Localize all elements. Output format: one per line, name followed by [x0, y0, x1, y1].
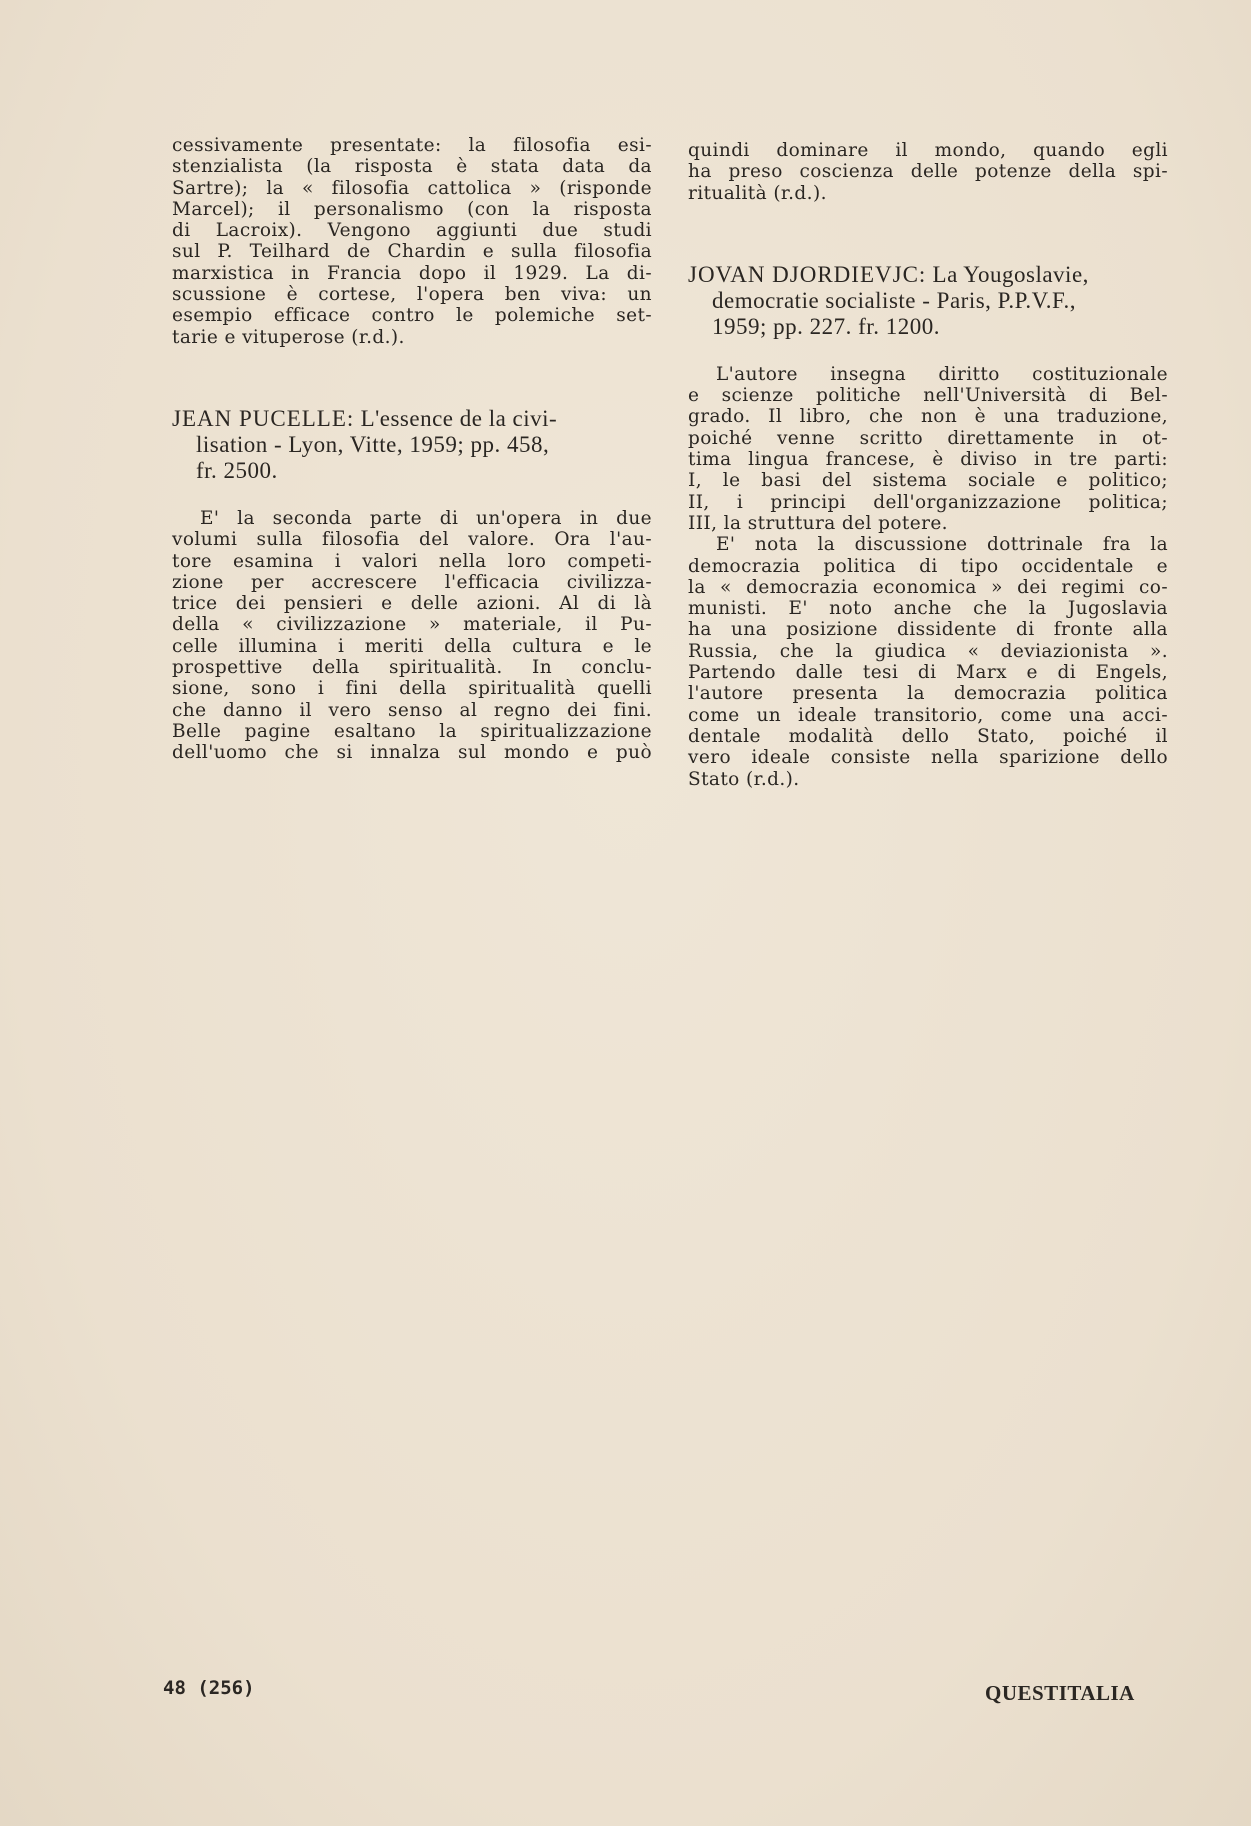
review-price: 1959; pp. 227. fr. 1200. — [712, 313, 940, 339]
review-body-djordievjc — [688, 364, 1168, 790]
right-intro-paragraph — [688, 140, 1168, 204]
text-line: Sartre); la « filosofia cattolica » (risponde — [172, 177, 652, 199]
review-heading-djordievjc — [688, 262, 1168, 340]
text-line: e scienze politiche nell'Università di Bel- — [688, 385, 1168, 407]
text-line: tima lingua francese, è diviso in tre parti: — [688, 449, 1168, 471]
review-heading-pucelle — [172, 406, 652, 484]
text-line: volumi sulla filosofia del valore. Ora l'au- — [172, 529, 652, 551]
left-column — [172, 135, 652, 764]
text-line: E' nota la discussione dottrinale fra la — [716, 534, 1168, 556]
text-line: esempio efficace contro le polemiche set- — [172, 305, 652, 327]
review-publication-info: democratie socialiste - Paris, P.P.V.F., — [712, 287, 1076, 313]
text-line: ha preso coscienza delle potenze della spi- — [688, 161, 1168, 183]
text-line: scussione è cortese, l'opera ben viva: un — [172, 284, 652, 306]
text-line: dell'uomo che si innalza sul mondo e può — [172, 742, 652, 764]
text-line: III, la struttura del potere. — [688, 512, 948, 534]
text-line: poiché venne scritto direttamente in ot- — [688, 427, 1168, 449]
review-body-pucelle — [172, 508, 652, 764]
review-title: L'essence de la civi- — [360, 405, 558, 431]
review-price: fr. 2500. — [196, 457, 278, 483]
text-line: Russia, che la giudica « deviazionista ». — [688, 640, 1168, 662]
text-line: trice dei pensieri e delle azioni. Al di là — [172, 593, 652, 615]
text-line: E' la seconda parte di un'opera in due — [200, 507, 652, 529]
text-line: celle illumina i meriti della cultura e le — [172, 635, 652, 657]
review-author: JEAN PUCELLE: — [172, 405, 355, 431]
text-line: di Lacroix). Vengono aggiunti due studi — [172, 220, 652, 242]
text-line: cessivamente presentate: la filosofia esi- — [172, 135, 652, 156]
text-line: Marcel); il personalismo (con la risposta — [172, 198, 652, 220]
left-intro-paragraph — [172, 135, 652, 348]
review-publication-info: lisation - Lyon, Vitte, 1959; pp. 458, — [196, 431, 550, 457]
text-line: zione per accrescere l'efficacia civilizza- — [172, 571, 652, 593]
text-line: che danno il vero senso al regno dei fini. — [172, 699, 652, 721]
text-line: la « democrazia economica » dei regimi co- — [688, 576, 1168, 598]
review-title: La Yougoslavie, — [932, 261, 1089, 287]
text-line: Stato (r.d.). — [688, 768, 800, 790]
text-line: munisti. E' noto anche che la Jugoslavia — [688, 598, 1168, 620]
text-line: Partendo dalle tesi di Marx e di Engels, — [688, 662, 1168, 684]
page-number: 48 (256) — [163, 1677, 255, 1699]
text-line: ha una posizione dissidente di fronte alla — [688, 619, 1168, 641]
text-line: tore esamina i valori nella loro competi- — [172, 550, 652, 572]
right-column — [688, 140, 1168, 790]
publication-name: QUESTITALIA — [985, 1681, 1135, 1705]
text-line: l'autore presenta la democrazia politica — [688, 683, 1168, 705]
text-line: come un ideale transitorio, come una acci- — [688, 704, 1168, 726]
text-line: II, i principi dell'organizzazione politica; — [688, 491, 1168, 513]
text-line: L'autore insegna diritto costituzionale — [716, 363, 1168, 385]
text-line: marxistica in Francia dopo il 1929. La di- — [172, 262, 652, 284]
text-line: Belle pagine esaltano la spiritualizzazione — [172, 720, 652, 742]
text-line: vero ideale consiste nella sparizione dello — [688, 747, 1168, 769]
text-line: prospettive della spiritualità. In conclu- — [172, 657, 652, 679]
text-line: tarie e vituperose (r.d.). — [172, 326, 405, 348]
review-author: JOVAN DJORDIEVJC: — [688, 261, 927, 287]
text-line: grado. Il libro, che non è una traduzione, — [688, 406, 1168, 428]
text-line: della « civilizzazione » materiale, il Pu- — [172, 614, 652, 636]
text-line: democrazia politica di tipo occidentale e — [688, 555, 1168, 577]
text-line: quindi dominare il mondo, quando egli — [688, 140, 1168, 161]
text-line: stenzialista (la risposta è stata data da — [172, 156, 652, 178]
text-line: sione, sono i fini della spiritualità quelli — [172, 678, 652, 700]
text-line: dentale modalità dello Stato, poiché il — [688, 725, 1168, 747]
text-line: I, le basi del sistema sociale e politico; — [688, 470, 1168, 492]
text-line: ritualità (r.d.). — [688, 182, 827, 204]
text-line: sul P. Teilhard de Chardin e sulla filosofia — [172, 241, 652, 263]
